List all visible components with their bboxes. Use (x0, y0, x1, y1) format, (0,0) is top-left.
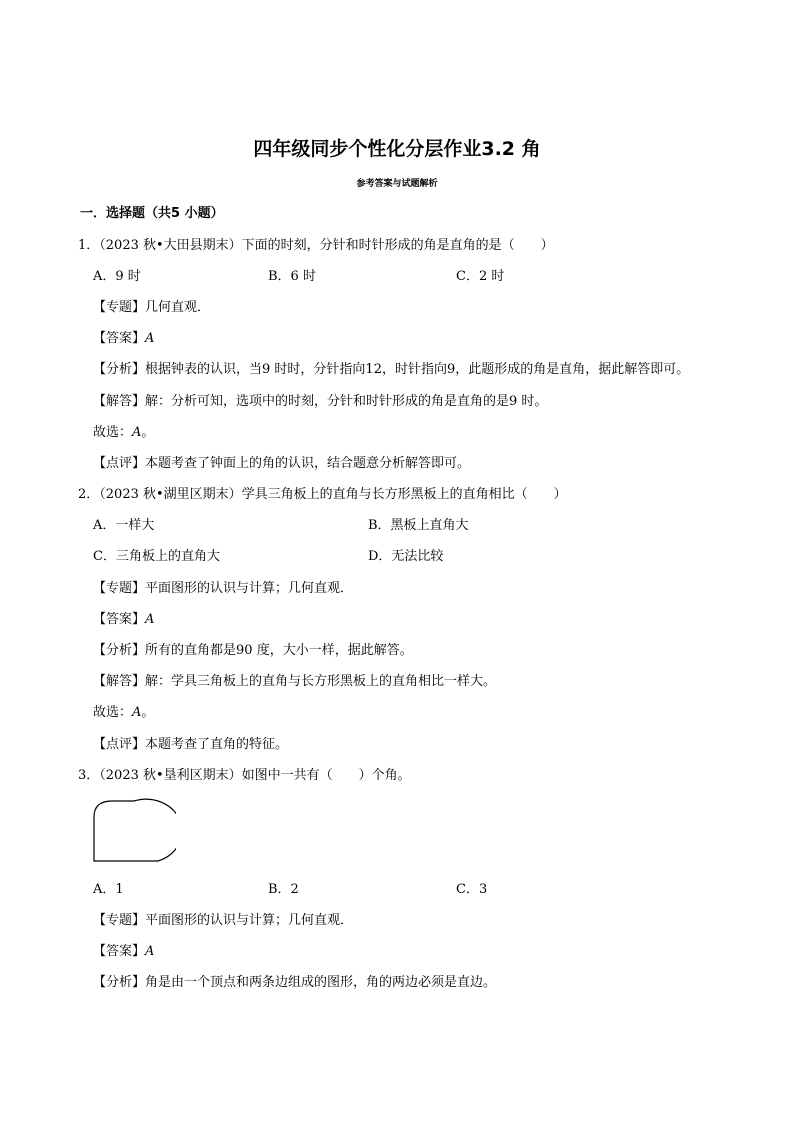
q1-comment: 【点评】本题考查了钟面上的角的认识，结合题意分析解答即可。 (93, 456, 471, 471)
q2-topic: 【专题】平面图形的认识与计算；几何直观． (93, 581, 354, 596)
q2-comment: 【点评】本题考查了直角的特征。 (93, 737, 289, 752)
q1-option-b: B．6 时 (268, 269, 316, 284)
q3-answer: 【答案】A (93, 944, 155, 959)
q1-analysis: 【分析】根据钟表的认识，当9 时时，分针指向12，时针指向9，此题形成的角是直角，据此解答即可。 (93, 362, 690, 377)
q2-option-b: B．黑板上直角大 (368, 518, 469, 533)
q1-option-a: A．9 时 (93, 269, 141, 284)
q3-figure-outline (94, 799, 176, 861)
q3-analysis: 【分析】角是由一个顶点和两条边组成的图形，角的两边必须是直边。 (93, 975, 497, 990)
section-heading: 一．选择题（共5 小题） (80, 206, 224, 221)
q2-option-c: C．三角板上的直角大 (93, 549, 220, 564)
q3-topic: 【专题】平面图形的认识与计算；几何直观． (93, 913, 354, 928)
q2-option-d: D．无法比较 (368, 549, 444, 564)
q3-option-c: C．3 (456, 882, 488, 897)
q2-solution: 【解答】解：学具三角板上的直角与长方形黑板上的直角相比一样大。 (93, 674, 497, 689)
q2-analysis: 【分析】所有的直角都是90 度，大小一样，据此解答。 (93, 643, 413, 658)
q2-answer: 【答案】A (93, 612, 155, 627)
page-subtitle: 参考答案与试题解析 (356, 179, 438, 189)
q3-option-b: B．2 (268, 882, 299, 897)
page-title: 四年级同步个性化分层作业3.2 角 (253, 138, 541, 160)
q1-solution: 【解答】解：分析可知，选项中的时刻，分针和时针形成的角是直角的是9 时。 (93, 394, 548, 409)
question-3-stem: 3．（2023 秋•垦利区期末）如图中一共有（ ）个角。 (78, 768, 411, 783)
q3-figure-shape (90, 797, 176, 867)
q3-option-a: A．1 (93, 882, 124, 897)
q1-topic: 【专题】几何直观． (93, 300, 211, 315)
q2-option-a: A．一样大 (93, 518, 155, 533)
question-2-stem: 2．（2023 秋•湖里区期末）学具三角板上的直角与长方形黑板上的直角相比（ ） (78, 487, 567, 502)
q1-option-c: C．2 时 (456, 269, 505, 284)
question-1-stem: 1．（2023 秋•大田县期末）下面的时刻，分针和时针形成的角是直角的是（ ） (78, 238, 554, 253)
q1-choice: 故选：A。 (93, 425, 155, 440)
q1-answer: 【答案】A (93, 331, 155, 346)
q2-choice: 故选：A。 (93, 705, 155, 720)
